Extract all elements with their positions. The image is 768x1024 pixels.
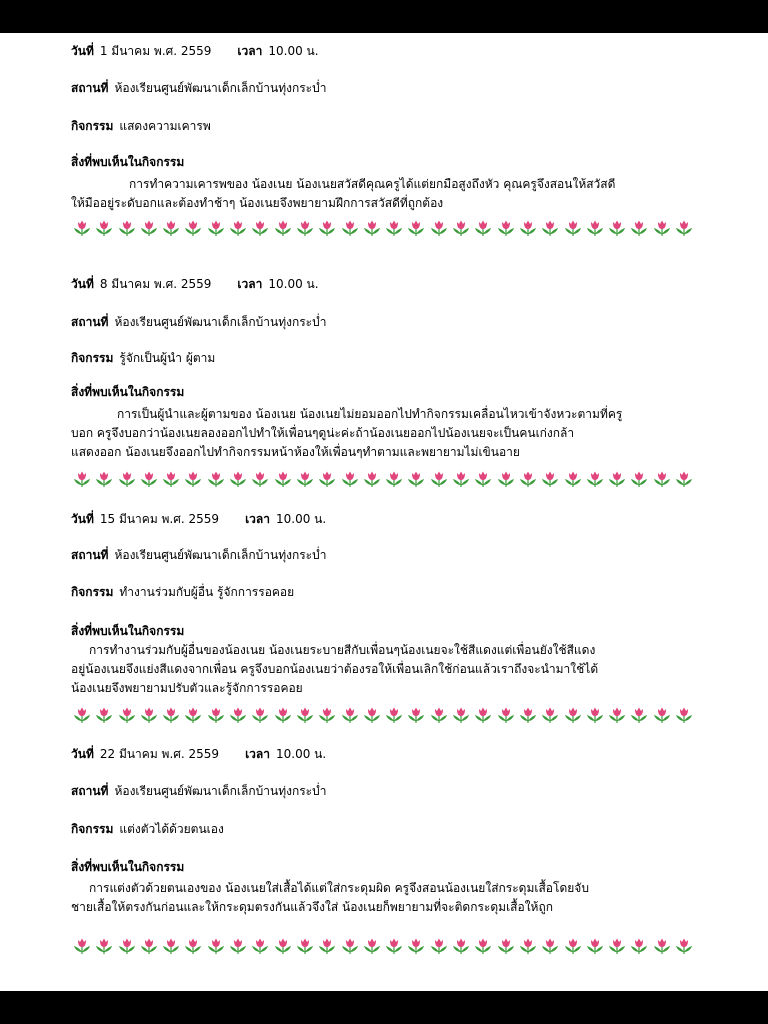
date-time-line <box>71 276 319 292</box>
tulip-icon <box>450 219 472 237</box>
observation-line: การเป็นผู้นำและผู้ตามของ น้องเนย น้องเนยไม่ยอมออกไปทำกิจกรรมเคลื่อนไหวเข้าจังหวะตามที่ครู <box>117 407 623 421</box>
tulip-icon <box>249 706 271 724</box>
observation-heading: สิ่งที่พบเห็นในกิจกรรม <box>71 155 185 169</box>
place-line <box>71 80 326 96</box>
tulip-icon <box>182 706 204 724</box>
tulip-icon <box>361 219 383 237</box>
tulip-icon <box>405 706 427 724</box>
tulip-icon <box>361 706 383 724</box>
place-line <box>71 783 326 799</box>
tulip-icon <box>673 937 695 955</box>
entry-place: ห้องเรียนศูนย์พัฒนาเด็กเล็กบ้านทุ่งกระบ่ำ <box>114 784 327 798</box>
flower-divider <box>71 706 696 724</box>
tulip-icon <box>272 470 294 488</box>
tulip-icon <box>272 706 294 724</box>
entry-time: 10.00 น. <box>268 277 319 291</box>
tulip-icon <box>673 219 695 237</box>
observation-heading: สิ่งที่พบเห็นในกิจกรรม <box>71 860 185 874</box>
activity-label: กิจกรรม <box>71 119 114 133</box>
tulip-icon <box>339 219 361 237</box>
tulip-icon <box>606 706 628 724</box>
entry-activity: แสดงความเคารพ <box>119 119 211 133</box>
tulip-icon <box>160 219 182 237</box>
tulip-icon <box>495 706 517 724</box>
tulip-icon <box>160 470 182 488</box>
time-label: เวลา <box>245 512 270 526</box>
tulip-icon <box>651 937 673 955</box>
tulip-icon <box>405 937 427 955</box>
tulip-icon <box>472 706 494 724</box>
tulip-icon <box>316 219 338 237</box>
tulip-icon <box>294 937 316 955</box>
tulip-icon <box>383 219 405 237</box>
tulip-icon <box>472 219 494 237</box>
tulip-icon <box>584 219 606 237</box>
tulip-icon <box>562 219 584 237</box>
observation-text <box>71 641 696 698</box>
tulip-icon <box>272 937 294 955</box>
observation-line: การแต่งตัวด้วยตนเองของ น้องเนยใส่เสื้อได้แต่ใส่กระดุมผิด ครูจึงสอนน้องเนยใส่กระดุมเสื้อโดยจับ <box>89 881 589 895</box>
tulip-icon <box>628 706 650 724</box>
flower-divider <box>71 470 696 488</box>
tulip-icon <box>93 706 115 724</box>
tulip-icon <box>628 219 650 237</box>
tulip-icon <box>205 470 227 488</box>
tulip-icon <box>361 937 383 955</box>
day-label: วันที่ <box>71 512 94 526</box>
tulip-icon <box>517 937 539 955</box>
tulip-icon <box>361 470 383 488</box>
tulip-icon <box>294 706 316 724</box>
entry-date: 1 มีนาคม พ.ศ. 2559 <box>99 44 212 58</box>
tulip-icon <box>428 706 450 724</box>
activity-label: กิจกรรม <box>71 585 114 599</box>
observation-heading: สิ่งที่พบเห็นในกิจกรรม <box>71 385 185 399</box>
tulip-icon <box>116 937 138 955</box>
tulip-icon <box>673 470 695 488</box>
tulip-icon <box>71 470 93 488</box>
tulip-icon <box>316 937 338 955</box>
tulip-icon <box>450 937 472 955</box>
tulip-icon <box>428 219 450 237</box>
place-line <box>71 314 326 330</box>
tulip-icon <box>383 937 405 955</box>
tulip-icon <box>339 470 361 488</box>
tulip-icon <box>450 470 472 488</box>
entry-activity: ทำงานร่วมกับผู้อื่น รู้จักการรอคอย <box>119 585 295 599</box>
tulip-icon <box>405 219 427 237</box>
tulip-icon <box>138 219 160 237</box>
date-time-line <box>71 511 326 527</box>
tulip-icon <box>383 470 405 488</box>
tulip-icon <box>562 470 584 488</box>
observation-line: บอก ครูจึงบอกว่าน้องเนยลองออกไปทำให้เพื่อนๆดูน่ะค่ะถ้าน้องเนยออกไปน้องเนยจะเป็นคนเก่งกล้า <box>71 426 575 440</box>
tulip-icon <box>628 470 650 488</box>
flower-divider <box>71 937 696 955</box>
tulip-icon <box>539 470 561 488</box>
tulip-icon <box>606 470 628 488</box>
tulip-icon <box>249 937 271 955</box>
entry-activity: รู้จักเป็นผู้นำ ผู้ตาม <box>119 351 216 365</box>
tulip-icon <box>93 219 115 237</box>
time-label: เวลา <box>237 277 263 291</box>
tulip-icon <box>472 937 494 955</box>
tulip-icon <box>116 706 138 724</box>
tulip-icon <box>138 470 160 488</box>
entry-date: 8 มีนาคม พ.ศ. 2559 <box>99 277 212 291</box>
place-label: สถานที่ <box>71 81 109 95</box>
tulip-icon <box>584 706 606 724</box>
tulip-icon <box>539 219 561 237</box>
observation-text <box>71 879 696 917</box>
tulip-icon <box>205 706 227 724</box>
time-label: เวลา <box>245 747 270 761</box>
tulip-icon <box>71 937 93 955</box>
tulip-icon <box>182 219 204 237</box>
observation-line: ให้มืออยู่ระดับอกและต้องทำช้าๆ น้องเนยจึงพยายามฝึกการสวัสดีที่ถูกต้อง <box>71 196 444 210</box>
tulip-icon <box>249 470 271 488</box>
tulip-icon <box>71 219 93 237</box>
tulip-icon <box>205 219 227 237</box>
tulip-icon <box>651 706 673 724</box>
tulip-icon <box>316 706 338 724</box>
tulip-icon <box>562 706 584 724</box>
tulip-icon <box>138 706 160 724</box>
place-line <box>71 547 326 563</box>
entry-place: ห้องเรียนศูนย์พัฒนาเด็กเล็กบ้านทุ่งกระบ่ำ <box>114 315 327 329</box>
tulip-icon <box>450 706 472 724</box>
entry-activity: แต่งตัวได้ด้วยตนเอง <box>119 822 224 836</box>
tulip-icon <box>116 470 138 488</box>
tulip-icon <box>138 937 160 955</box>
place-label: สถานที่ <box>71 784 109 798</box>
tulip-icon <box>316 470 338 488</box>
tulip-icon <box>584 470 606 488</box>
tulip-icon <box>93 937 115 955</box>
tulip-icon <box>383 706 405 724</box>
tulip-icon <box>182 470 204 488</box>
entry-place: ห้องเรียนศูนย์พัฒนาเด็กเล็กบ้านทุ่งกระบ่ำ <box>114 548 327 562</box>
tulip-icon <box>517 219 539 237</box>
activity-line <box>71 821 224 837</box>
tulip-icon <box>428 470 450 488</box>
observation-line: ชายเสื้อให้ตรงกันก่อนและให้กระดุมตรงกันแล้วจึงใส่ น้องเนยก็พยายามที่จะติดกระดุมเสื้อให้ถูก <box>71 900 553 914</box>
entry-date: 22 มีนาคม พ.ศ. 2559 <box>99 747 220 761</box>
tulip-icon <box>562 937 584 955</box>
observation-heading: สิ่งที่พบเห็นในกิจกรรม <box>71 624 185 638</box>
activity-line <box>71 584 294 600</box>
tulip-icon <box>93 470 115 488</box>
entry-date: 15 มีนาคม พ.ศ. 2559 <box>99 512 220 526</box>
tulip-icon <box>160 706 182 724</box>
tulip-icon <box>428 937 450 955</box>
entry-time: 10.00 น. <box>276 512 327 526</box>
tulip-icon <box>651 470 673 488</box>
activity-label: กิจกรรม <box>71 351 114 365</box>
tulip-icon <box>584 937 606 955</box>
tulip-icon <box>539 937 561 955</box>
tulip-icon <box>606 937 628 955</box>
document-page <box>0 33 768 991</box>
date-time-line <box>71 43 319 59</box>
observation-text <box>71 405 696 462</box>
tulip-icon <box>517 706 539 724</box>
time-label: เวลา <box>237 44 263 58</box>
tulip-icon <box>294 219 316 237</box>
day-label: วันที่ <box>71 44 94 58</box>
observation-line: แสดงออก น้องเนยจึงออกไปทำกิจกรรมหน้าห้องให้เพื่อนๆทำตามและพยายามไม่เขินอาย <box>71 445 520 459</box>
tulip-icon <box>249 219 271 237</box>
tulip-icon <box>539 706 561 724</box>
tulip-icon <box>628 937 650 955</box>
tulip-icon <box>339 937 361 955</box>
tulip-icon <box>339 706 361 724</box>
observation-text <box>71 175 696 213</box>
tulip-icon <box>205 937 227 955</box>
tulip-icon <box>160 937 182 955</box>
tulip-icon <box>182 937 204 955</box>
activity-line <box>71 350 215 366</box>
observation-line: การทำความเคารพของ น้องเนย น้องเนยสวัสดีคุณครูได้แต่ยกมือสูงถึงหัว คุณครูจึงสอนให้สวัสดี <box>129 177 616 191</box>
activity-line <box>71 118 211 134</box>
tulip-icon <box>472 470 494 488</box>
tulip-icon <box>227 706 249 724</box>
tulip-icon <box>606 219 628 237</box>
tulip-icon <box>495 219 517 237</box>
tulip-icon <box>227 937 249 955</box>
tulip-icon <box>517 470 539 488</box>
observation-line: การทำงานร่วมกับผู้อื่นของน้องเนย น้องเนยระบายสีกับเพื่อนๆน้องเนยจะใช้สีแดงแต่เพื่อนยังใช้สีแดง <box>89 643 596 657</box>
observation-line: น้องเนยจึงพยายามปรับตัวและรู้จักการรอคอย <box>71 681 303 695</box>
tulip-icon <box>651 219 673 237</box>
tulip-icon <box>71 706 93 724</box>
entry-time: 10.00 น. <box>276 747 327 761</box>
tulip-icon <box>227 219 249 237</box>
flower-divider <box>71 219 696 237</box>
day-label: วันที่ <box>71 747 94 761</box>
entry-place: ห้องเรียนศูนย์พัฒนาเด็กเล็กบ้านทุ่งกระบ่ำ <box>114 81 327 95</box>
tulip-icon <box>227 470 249 488</box>
place-label: สถานที่ <box>71 548 109 562</box>
tulip-icon <box>495 470 517 488</box>
tulip-icon <box>294 470 316 488</box>
tulip-icon <box>673 706 695 724</box>
date-time-line <box>71 746 326 762</box>
activity-label: กิจกรรม <box>71 822 114 836</box>
entry-time: 10.00 น. <box>268 44 319 58</box>
tulip-icon <box>405 470 427 488</box>
observation-line: อยู่น้องเนยจึงแย่งสีแดงจากเพื่อน ครูจึงบอกน้องเนยว่าต้องรอให้เพื่อนเลิกใช้ก่อนแล้วเราถึงจะนำมาใช้ได้ <box>71 662 599 676</box>
day-label: วันที่ <box>71 277 94 291</box>
tulip-icon <box>495 937 517 955</box>
tulip-icon <box>272 219 294 237</box>
tulip-icon <box>116 219 138 237</box>
place-label: สถานที่ <box>71 315 109 329</box>
